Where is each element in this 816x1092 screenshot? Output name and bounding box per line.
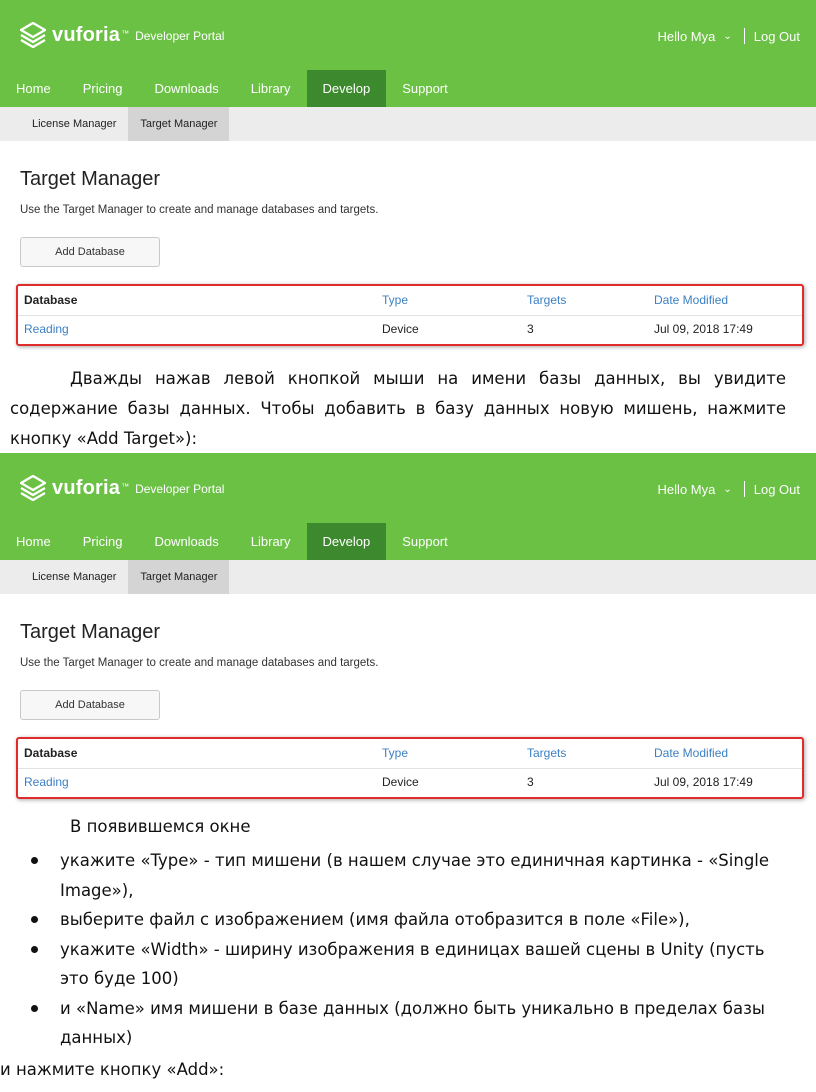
nav-pricing[interactable]: Pricing [82,81,123,96]
nav-support[interactable]: Support [402,534,448,549]
nav-support[interactable]: Support [402,81,448,96]
list-item [28,994,788,1053]
bullet-icon [31,1005,38,1012]
header-database: Database [24,746,78,760]
nav-pricing[interactable]: Pricing [82,534,123,549]
vuforia-logo[interactable] [20,22,224,48]
sub-nav [0,107,816,141]
header-targets[interactable]: Targets [527,293,567,307]
nav-library[interactable]: Library [250,534,291,549]
list-item [28,905,788,935]
tab-license-manager[interactable]: License Manager [32,118,117,130]
screenshot-target-manager-1 [0,0,816,355]
add-database-button[interactable]: Add Database [20,237,160,267]
nav-home[interactable]: Home [16,81,51,96]
list-item-text: выберите файл с изображением (имя файла отобразится в поле «File»), [60,910,690,929]
nav-library[interactable]: Library [250,81,291,96]
vuforia-logo[interactable] [20,475,224,501]
trademark: ™ [121,28,130,38]
logout-link[interactable]: Log Out [753,28,800,44]
header-type[interactable]: Type [382,293,409,307]
database-targets: 3 [527,775,534,789]
header-date-modified[interactable]: Date Modified [654,293,729,307]
list-item-text: укажите «Width» - ширину изображения в единицах вашей сцены в Unity (пусть это буде 100) [60,939,765,988]
user-area [658,481,800,497]
user-greeting[interactable]: Hello Mya [657,481,716,497]
database-date: Jul 09, 2018 17:49 [654,322,753,336]
portal-header [0,453,816,560]
user-greeting[interactable]: Hello Mya [657,28,716,44]
table-row [18,315,802,344]
database-name-link[interactable]: Reading [24,322,69,336]
main-nav [0,70,464,107]
table-header [18,286,802,316]
tab-target-manager[interactable]: Target Manager [128,560,229,594]
paragraph-text: Дважды нажав левой кнопкой мыши на имени базы данных, вы увидите содержание базы данных. Чтобы добавить в базу данных новую мишень, нажмите кнопку «Add Target»): [10,369,786,448]
vuforia-logo-icon [20,475,46,501]
list-item-text: и «Name» имя мишени в базе данных (должно быть уникально в пределах базы данных) [60,998,765,1047]
portal-subtitle: Developer Portal [135,482,225,496]
database-type: Device [382,322,419,336]
header-targets[interactable]: Targets [527,746,567,760]
divider [744,28,745,44]
header-date-modified[interactable]: Date Modified [654,746,729,760]
database-type: Device [382,775,419,789]
instruction-paragraph [10,364,786,454]
database-name-link[interactable]: Reading [24,775,69,789]
window-intro: В появившемся окне [70,817,251,836]
sub-nav [0,560,816,594]
table-header [18,739,802,769]
instruction-list [28,846,788,1053]
page-description: Use the Target Manager to create and manage databases and targets. [20,204,379,216]
main-nav [0,523,464,560]
portal-subtitle: Developer Portal [135,29,225,43]
database-table [16,737,804,799]
portal-header [0,0,816,107]
tab-target-manager[interactable]: Target Manager [128,107,229,141]
nav-home[interactable]: Home [16,534,51,549]
page-description: Use the Target Manager to create and manage databases and targets. [20,657,379,669]
closing-text: и нажмите кнопку «Add»: [0,1060,225,1079]
list-item-text: укажите «Type» - тип мишени (в нашем случае это единичная картинка - «Single Image»), [60,851,770,900]
user-area [658,28,800,44]
database-targets: 3 [527,322,534,336]
database-date: Jul 09, 2018 17:49 [654,775,753,789]
chevron-down-icon[interactable]: ⌄ [723,483,732,495]
tab-license-manager[interactable]: License Manager [32,571,117,583]
nav-downloads[interactable]: Downloads [154,534,219,549]
list-item [28,935,788,994]
header-database: Database [24,293,78,307]
trademark: ™ [121,481,130,491]
page-title: Target Manager [20,168,161,190]
bullet-icon [31,946,38,953]
nav-downloads[interactable]: Downloads [154,81,219,96]
chevron-down-icon[interactable]: ⌄ [723,30,732,42]
divider [744,481,745,497]
header-type[interactable]: Type [382,746,409,760]
nav-develop[interactable]: Develop [307,523,387,560]
list-item [28,846,788,905]
add-database-button[interactable]: Add Database [20,690,160,720]
brand-name: vuforia [52,476,121,499]
table-row [18,768,802,797]
vuforia-logo-icon [20,22,46,48]
nav-develop[interactable]: Develop [307,70,387,107]
brand-name: vuforia [52,23,121,46]
logout-link[interactable]: Log Out [753,481,800,497]
screenshot-target-manager-2 [0,453,816,808]
database-table [16,284,804,346]
bullet-icon [31,916,38,923]
page-title: Target Manager [20,621,161,643]
bullet-icon [31,857,38,864]
